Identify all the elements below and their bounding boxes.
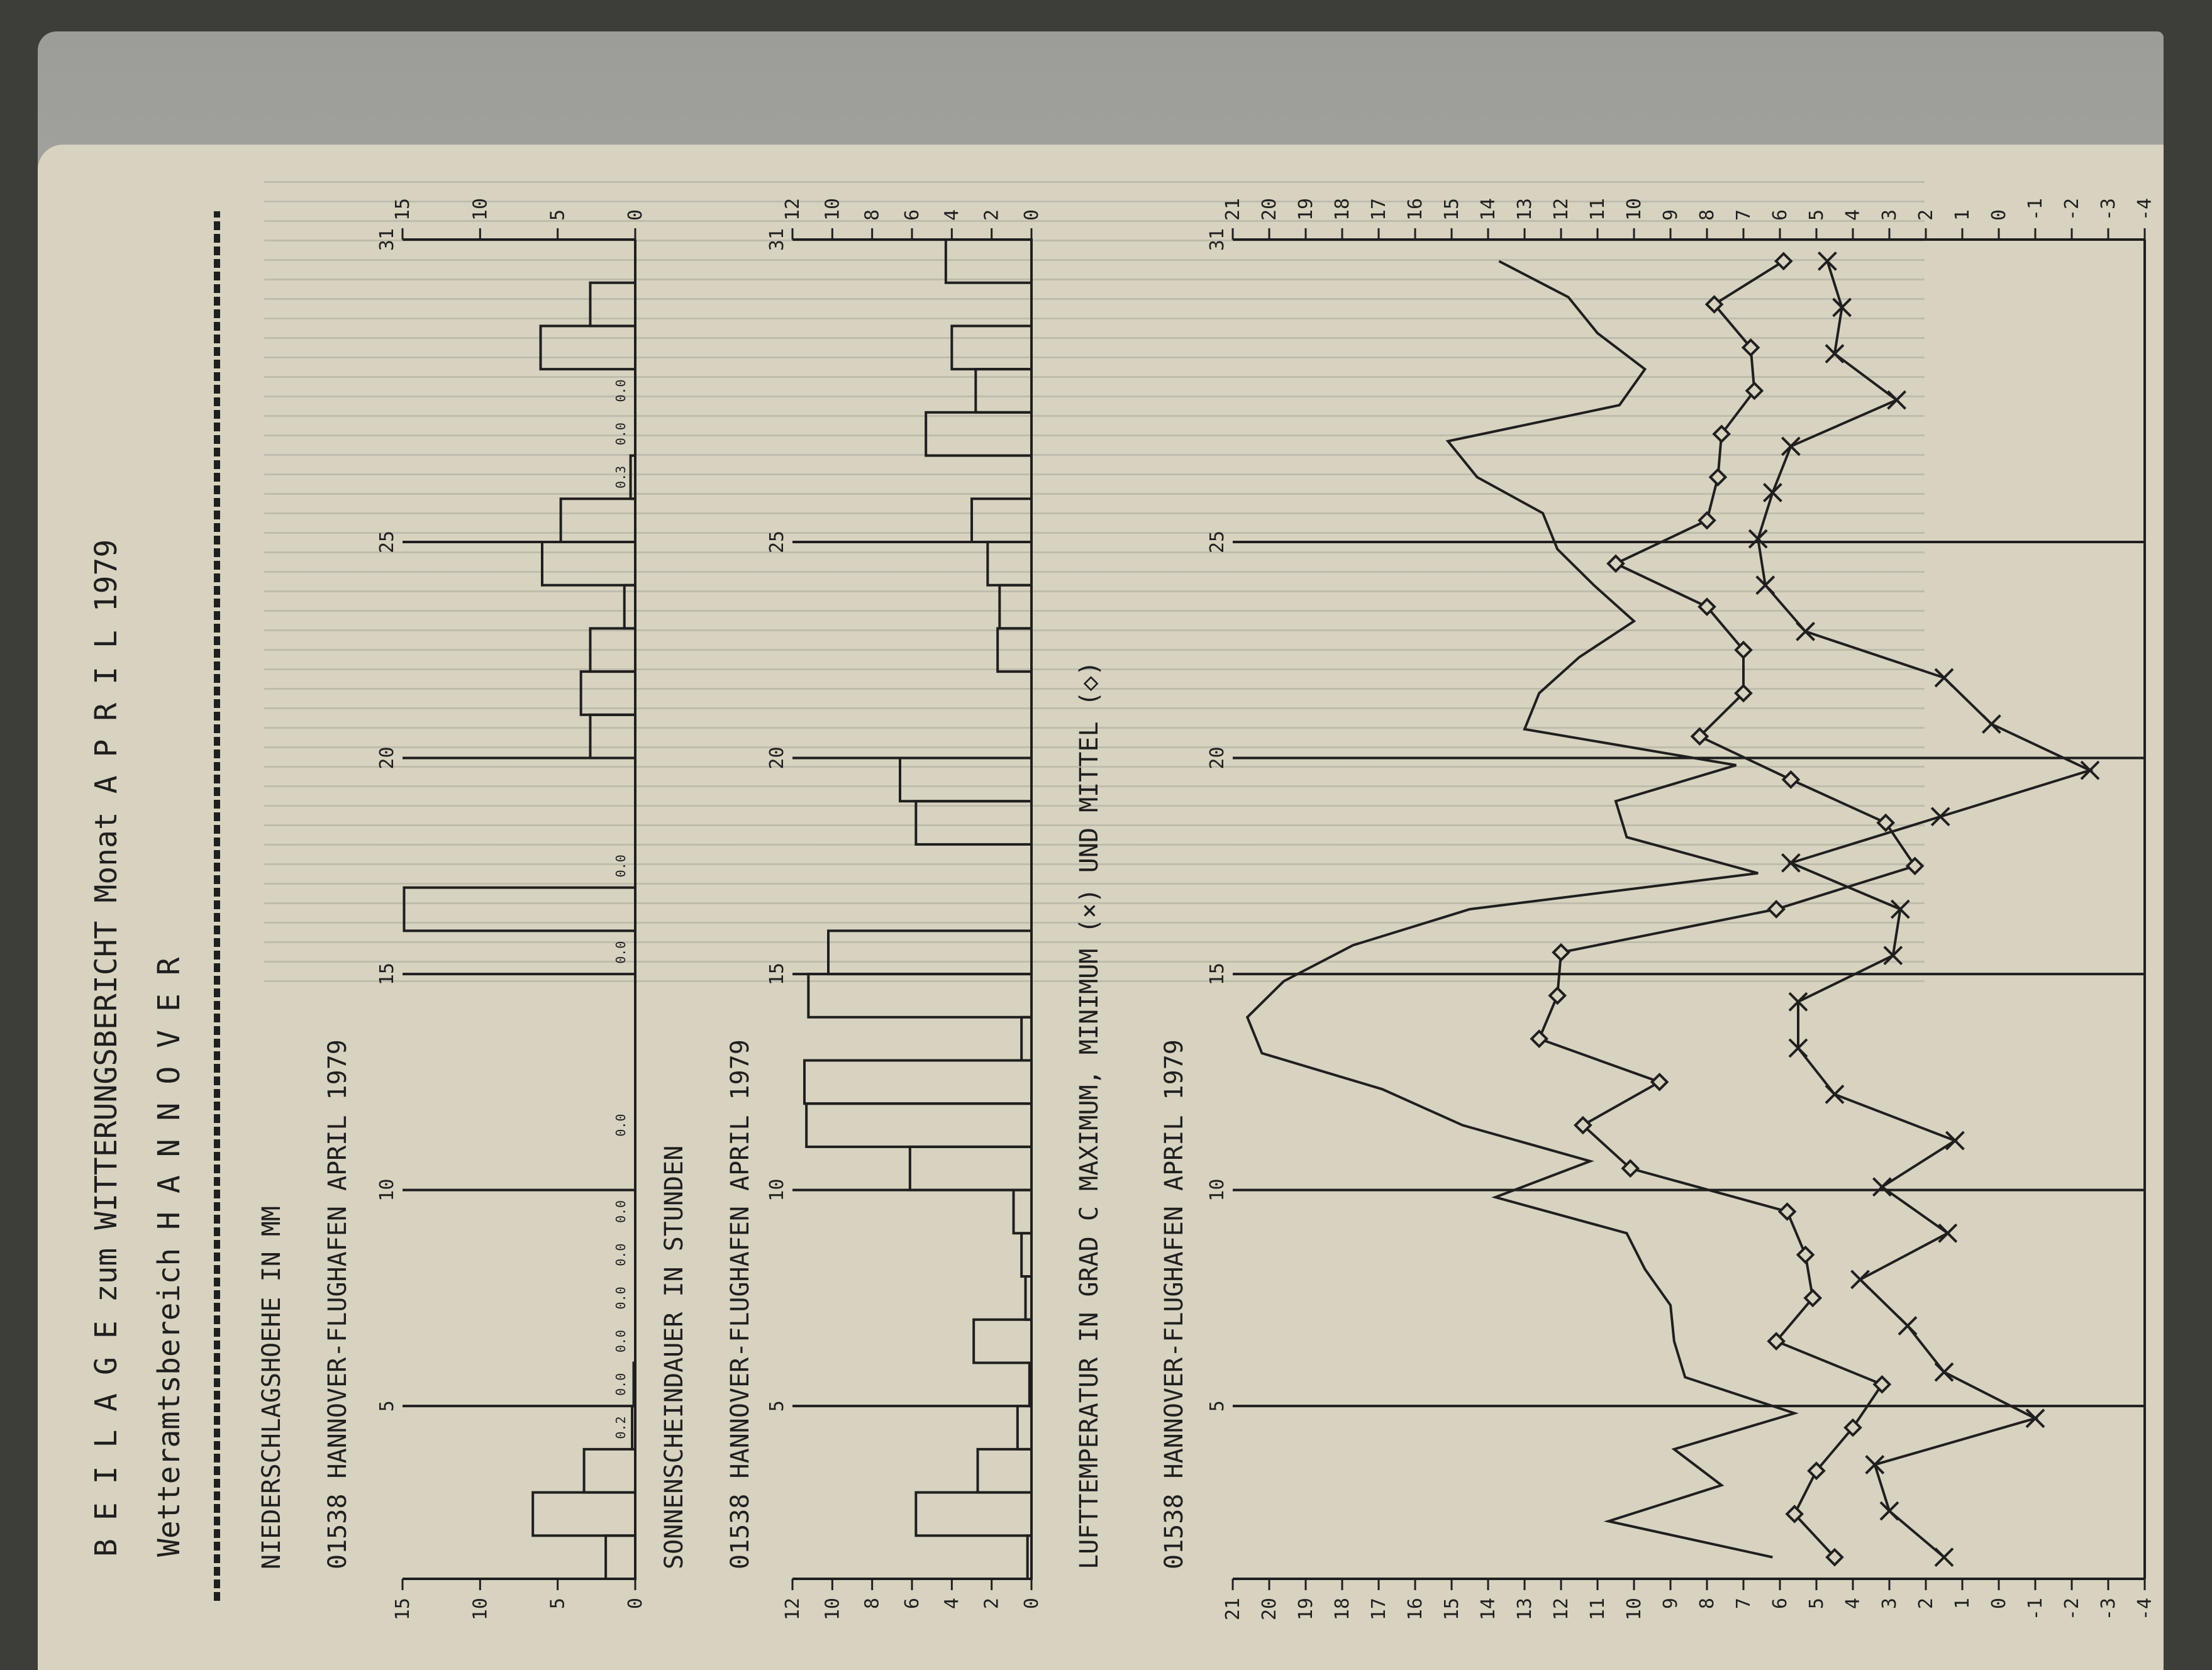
mittel-point	[1769, 902, 1784, 917]
minimum-point	[1818, 252, 1836, 270]
y-tick-label: -4	[2134, 1598, 2156, 1621]
y-tick-label: 18	[1331, 197, 1353, 221]
sunshine-bar	[1018, 1406, 1031, 1449]
y-tick-label: 2	[981, 1598, 1003, 1610]
x-tick-label: 10	[376, 1178, 398, 1202]
y-tick-label: 0	[1021, 1598, 1043, 1610]
mittel-point	[1780, 1204, 1795, 1219]
y-tick-label: 19	[1295, 197, 1317, 221]
y-tick-label: 14	[1477, 197, 1499, 221]
minimum-point	[1931, 808, 1949, 826]
precip-bar	[590, 715, 635, 758]
x-tick-label: 5	[1206, 1400, 1228, 1412]
mittel-point	[1553, 945, 1569, 960]
minimum-point	[1852, 1271, 1869, 1288]
mittel-point	[1798, 1247, 1813, 1263]
y-tick-label: 4	[941, 1598, 964, 1610]
x-tick-label: 31	[376, 228, 398, 252]
y-tick-label: 3	[1879, 1598, 1901, 1610]
y-tick-label: 0	[1021, 209, 1043, 221]
y-tick-label: 10	[469, 1598, 492, 1621]
precip-bar	[590, 628, 635, 672]
y-tick-label: 8	[1696, 1598, 1718, 1610]
precip-data-label: 0.0	[613, 379, 628, 402]
minimum-point	[1935, 1363, 1953, 1381]
sunshine-title: SONNENSCHEINDAUER IN STUNDEN	[660, 1145, 689, 1569]
minimum-point	[1881, 1502, 1898, 1520]
y-tick-label: 8	[1696, 209, 1718, 221]
x-tick-label: 10	[1206, 1178, 1228, 1202]
precip-data-label: 0.0	[613, 854, 628, 878]
y-tick-label: 4	[1842, 209, 1864, 221]
y-tick-label: 10	[1623, 197, 1645, 221]
y-tick-label: 12	[1550, 197, 1572, 221]
y-tick-label: -1	[2025, 1598, 2047, 1621]
precip-bar	[625, 585, 635, 629]
y-tick-label: 1	[1952, 209, 1974, 221]
y-tick-label: 11	[1587, 197, 1609, 221]
y-tick-label: 7	[1733, 1598, 1755, 1610]
sunshine-bar	[999, 585, 1031, 629]
y-tick-label: 13	[1514, 1598, 1536, 1621]
sunshine-bar	[804, 1060, 1031, 1103]
mittel-point	[1878, 816, 1893, 831]
precip-bar	[541, 326, 635, 369]
sunshine-bar	[946, 240, 1031, 283]
y-tick-label: 10	[821, 197, 844, 221]
mittel-point	[1710, 470, 1725, 485]
y-tick-label: 0	[1988, 209, 2010, 221]
sunshine-bar	[916, 801, 1031, 844]
precip-data-label: 0.0	[613, 1243, 628, 1266]
x-tick-label: 31	[1206, 228, 1228, 252]
mittel-point	[1652, 1075, 1667, 1090]
y-tick-label: 13	[1514, 197, 1536, 221]
y-tick-label: 21	[1222, 1598, 1244, 1621]
x-tick-label: 5	[376, 1400, 398, 1412]
sunshine-bar	[926, 412, 1031, 456]
y-tick-label: 4	[1842, 1598, 1864, 1610]
precip-title: NIEDERSCHLAGSHOEHE IN MM	[257, 1206, 286, 1569]
y-tick-label: 8	[861, 1598, 884, 1610]
y-tick-label: -3	[2098, 197, 2120, 221]
y-tick-label: 1	[1952, 1598, 1974, 1610]
y-tick-label: 6	[1769, 209, 1791, 221]
mittel-point	[1550, 988, 1565, 1003]
precip-bar	[590, 283, 635, 326]
sunshine-bar	[806, 1103, 1031, 1147]
y-tick-label: 15	[1441, 1598, 1463, 1621]
y-tick-label: 7	[1733, 209, 1755, 221]
x-tick-label: 20	[376, 746, 398, 770]
precip-bar	[561, 499, 635, 542]
y-tick-label: 15	[392, 197, 414, 221]
mittel-point	[1776, 253, 1791, 268]
minimum-point	[2081, 761, 2099, 779]
y-tick-label: 17	[1368, 1598, 1390, 1621]
sunshine-subtitle: 01538 HANNOVER-FLUGHAFEN APRIL 1979	[726, 1039, 755, 1569]
y-tick-label: 5	[547, 1598, 569, 1610]
x-tick-label: 20	[1206, 746, 1228, 770]
y-tick-label: 17	[1368, 197, 1390, 221]
sunshine-bar	[1021, 1233, 1031, 1276]
x-tick-label: 25	[766, 530, 788, 554]
mittel-point	[1783, 772, 1798, 787]
precip-bar	[632, 1406, 635, 1449]
x-tick-label: 5	[766, 1400, 788, 1412]
series-line-minimum	[1758, 261, 2090, 1557]
minimum-point	[2026, 1410, 2044, 1427]
sunshine-bar	[974, 1320, 1031, 1363]
sunshine-bar	[1026, 1276, 1032, 1320]
y-tick-label: 4	[941, 209, 964, 221]
y-tick-label: 0	[625, 1598, 647, 1610]
y-tick-label: 21	[1222, 197, 1244, 221]
y-tick-label: 2	[1915, 1598, 1937, 1610]
minimum-point	[1939, 1224, 1957, 1242]
y-tick-label: 0	[1988, 1598, 2010, 1610]
sunshine-bar	[987, 542, 1031, 585]
y-tick-label: 12	[782, 1598, 804, 1621]
sunshine-bar	[1014, 1190, 1032, 1234]
minimum-point	[1899, 1317, 1916, 1335]
y-tick-label: 16	[1404, 197, 1426, 221]
minimum-point	[1782, 438, 1799, 455]
sunshine-bar	[910, 1147, 1031, 1190]
y-tick-label: 16	[1404, 1598, 1426, 1621]
precip-data-label: 0.0	[613, 1200, 628, 1224]
rotated-report	[89, 198, 2156, 1620]
sunshine-bar	[828, 931, 1031, 974]
y-tick-label: 19	[1295, 1598, 1317, 1621]
y-tick-label: 6	[1769, 1598, 1791, 1610]
precip-data-label: 0.0	[613, 1286, 628, 1310]
x-tick-label: 15	[766, 963, 788, 986]
header-line-2: Wetteramtsbereich H A N N O V E R	[152, 957, 187, 1557]
minimum-point	[1888, 391, 1906, 409]
y-tick-label: 10	[1623, 1598, 1645, 1621]
y-tick-label: -1	[2025, 197, 2047, 221]
minimum-point	[1873, 1178, 1891, 1196]
precip-bar	[634, 1363, 635, 1406]
y-tick-label: 20	[1259, 1598, 1281, 1621]
precip-data-label: 0.2	[613, 1416, 628, 1439]
x-tick-label: 25	[1206, 530, 1228, 554]
mittel-point	[1908, 858, 1923, 873]
sunshine-bar	[808, 974, 1031, 1017]
y-tick-label: 15	[392, 1598, 414, 1621]
precip-data-label: 0.0	[613, 1373, 628, 1396]
y-tick-label: 9	[1660, 209, 1682, 221]
precip-data-label: 0.0	[613, 1114, 628, 1137]
precip-bar	[581, 672, 635, 715]
y-tick-label: 6	[901, 209, 923, 221]
y-tick-label: 12	[1550, 1598, 1572, 1621]
minimum-point	[1982, 716, 2000, 733]
sunshine-bar	[998, 628, 1031, 672]
sunshine-bar	[978, 1449, 1032, 1493]
sunshine-bar	[900, 758, 1031, 802]
y-tick-label: -2	[2061, 197, 2083, 221]
y-tick-label: 5	[1806, 1598, 1828, 1610]
precip-subtitle: 01538 HANNOVER-FLUGHAFEN APRIL 1979	[323, 1039, 352, 1569]
precip-data-label: 0.3	[613, 465, 628, 489]
precip-data-label: 0.0	[613, 423, 628, 446]
minimum-point	[1782, 854, 1799, 871]
precip-bar	[584, 1449, 635, 1493]
minimum-point	[1935, 1549, 1953, 1566]
y-tick-label: 5	[1806, 209, 1828, 221]
y-tick-label: -3	[2098, 1598, 2120, 1621]
y-tick-label: 6	[901, 1598, 923, 1610]
minimum-point	[1866, 1456, 1884, 1473]
minimum-point	[1946, 1132, 1964, 1149]
temp-subtitle: 01538 HANNOVER-FLUGHAFEN APRIL 1979	[1160, 1039, 1189, 1569]
sunshine-bar	[952, 326, 1031, 369]
y-tick-label: -4	[2134, 197, 2156, 221]
precip-data-label: 0.0	[613, 1330, 628, 1353]
y-tick-label: 0	[625, 209, 647, 221]
mittel-point	[1608, 556, 1623, 571]
y-tick-label: 5	[547, 209, 569, 221]
precip-bar	[533, 1493, 635, 1536]
y-tick-label: 8	[861, 209, 884, 221]
y-tick-label: 20	[1259, 197, 1281, 221]
precipitation-panel	[257, 198, 647, 1620]
precip-data-label: 0.0	[613, 941, 628, 964]
sunshine-panel	[660, 198, 1043, 1620]
y-tick-label: 15	[1441, 197, 1463, 221]
minimum-point	[1826, 1085, 1843, 1103]
sunshine-bar	[1030, 1363, 1031, 1406]
x-tick-label: 15	[1206, 963, 1228, 986]
mittel-point	[1531, 1031, 1547, 1046]
y-tick-label: 11	[1587, 1598, 1609, 1621]
x-tick-label: 10	[766, 1178, 788, 1202]
y-tick-label: 9	[1660, 1598, 1682, 1610]
sunshine-bar	[916, 1493, 1031, 1536]
y-tick-label: 18	[1331, 1598, 1353, 1621]
y-tick-label: 2	[981, 209, 1003, 221]
series-line-mittel	[1539, 261, 1915, 1557]
x-tick-label: 20	[766, 746, 788, 770]
sunshine-bar	[1028, 1535, 1031, 1579]
minimum-point	[1797, 622, 1815, 640]
y-tick-label: 14	[1477, 1598, 1499, 1621]
y-tick-label: 2	[1915, 209, 1937, 221]
y-tick-label: 3	[1879, 209, 1901, 221]
mittel-point	[1699, 513, 1715, 528]
temperature-panel	[1075, 198, 2156, 1620]
sunshine-bar	[975, 369, 1031, 412]
series-line-maximum	[1247, 261, 1794, 1557]
y-tick-label: 10	[821, 1598, 844, 1621]
x-tick-label: 15	[376, 963, 398, 986]
temp-title: LUFTTEMPERATUR IN GRAD C MAXIMUM, MINIMUM (×) UND MITTEL (◇)	[1075, 661, 1104, 1569]
minimum-point	[1764, 484, 1781, 501]
y-tick-label: -2	[2061, 1598, 2083, 1621]
y-tick-label: 10	[469, 197, 492, 221]
precip-bar	[404, 888, 635, 931]
precip-bar	[631, 456, 635, 499]
mittel-point	[1874, 1377, 1889, 1392]
precip-bar	[606, 1535, 635, 1579]
y-tick-label: 12	[782, 197, 804, 221]
sunshine-bar	[972, 499, 1031, 542]
minimum-point	[1935, 669, 1953, 687]
x-tick-label: 25	[376, 530, 398, 554]
header-line-1: B E I L A G E zum WITTERUNGSBERICHT Monat A P R I L 1979	[89, 539, 124, 1557]
sunshine-bar	[1021, 1017, 1031, 1061]
x-tick-label: 31	[766, 228, 788, 252]
precip-bar	[542, 542, 635, 585]
